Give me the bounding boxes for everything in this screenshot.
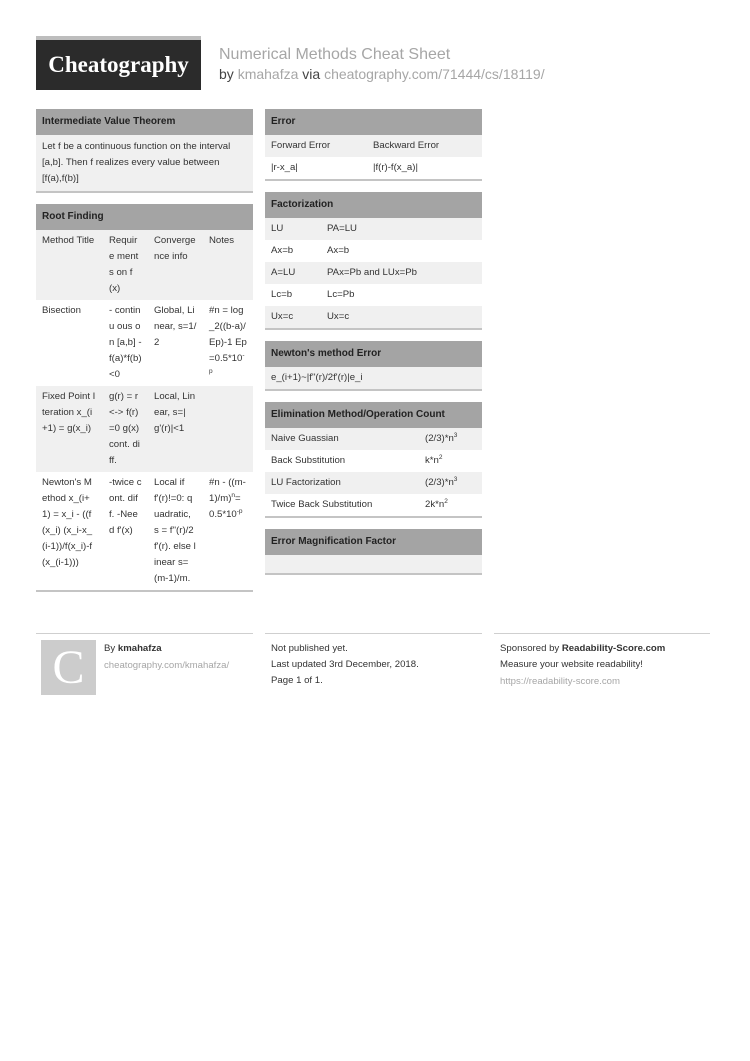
table-cell: Ux=c [271, 311, 294, 322]
notes-superscript: -p [209, 351, 245, 375]
author-avatar[interactable]: C [41, 640, 96, 695]
ivt-text: Let f be a continuous function on the interval [a,b]. Then f realizes every value between [f(a),f(b)] [36, 135, 253, 191]
table-cell: Bisection [42, 305, 81, 316]
table-cell: PAx=Pb and LUx=Pb [327, 267, 417, 278]
publish-status: Not published yet. [271, 643, 348, 654]
byline-via: via [302, 66, 321, 82]
op-count: k*n [425, 455, 439, 466]
footer-author [104, 641, 162, 657]
column-header: Converge nce info [154, 235, 196, 262]
section-header: Newton's method Error [265, 341, 482, 367]
newton-error-section [265, 341, 482, 391]
table-row [36, 472, 253, 590]
table-cell: g(r) = r <-> f(r) =0 g(x) cont. diff. [109, 391, 140, 466]
table-row [265, 472, 482, 494]
error-section [265, 109, 482, 181]
column-header: Require ments on f(x) [109, 235, 139, 294]
table-cell: Newton's Method x_(i+1) = x_i - ((f(x_i) (x_i-x_(i-1))/f(x_i)-f(x_(i-1))) [42, 477, 93, 568]
byline-by: by [219, 66, 234, 82]
table-cell: Fixed Point Iteration x_(i+1) = g(x_i) [42, 391, 96, 434]
footer-divider [494, 633, 710, 634]
sponsor-tagline: Measure your website readability! [500, 659, 643, 670]
exponent: 2 [444, 497, 448, 505]
table-cell: Twice Back Substitution [271, 499, 373, 510]
table-cell [203, 303, 253, 383]
table-row [265, 450, 482, 472]
op-count: (2/3)*n [425, 477, 454, 488]
notes-superscript: -p [236, 507, 243, 515]
elimination-section [265, 402, 482, 518]
sponsor-name[interactable]: Readability-Score.com [561, 643, 666, 654]
notes-superscript: n [231, 491, 236, 499]
footer-divider [265, 633, 482, 634]
table-cell: Local if f'(r)!=0: quadratic, s = f''(r)/2f'(r). else linear s= (m-1)/m. [154, 477, 196, 584]
table-cell: |f(r)-f(x_a)| [373, 162, 418, 173]
section-header: Error [265, 109, 482, 135]
cheatography-logo[interactable]: Cheatography [36, 36, 201, 90]
notes-text: = 0.5*10 [209, 493, 241, 520]
footer-divider [36, 633, 253, 634]
table-cell [419, 497, 482, 513]
ivt-section [36, 109, 253, 193]
table-cell: Global, Linear, s=1/2 [154, 305, 197, 348]
table-cell [419, 431, 482, 447]
factorization-section [265, 192, 482, 330]
column-header: Notes [209, 235, 235, 246]
footer-by: By [104, 643, 116, 654]
section-header: Error Magnification Factor [265, 529, 482, 555]
table-row [36, 386, 253, 472]
last-updated: Last updated 3rd December, 2018. [271, 659, 419, 670]
table-row [265, 494, 482, 516]
table-cell: PA=LU [327, 223, 357, 234]
table-row [265, 135, 482, 157]
table-cell: Ux=c [327, 311, 350, 322]
table-cell: |r-x_a| [271, 162, 298, 173]
table-row [265, 306, 482, 328]
table-row [36, 300, 253, 386]
table-cell: Ax=b [271, 245, 294, 256]
left-column [36, 109, 253, 603]
table-cell: Ax=b [327, 245, 350, 256]
section-header: Factorization [265, 192, 482, 218]
right-column [265, 109, 482, 586]
sponsor-line [500, 641, 665, 657]
table-cell: Forward Error [271, 140, 331, 151]
table-cell: Lc=Pb [327, 289, 355, 300]
exponent: 3 [453, 475, 458, 483]
table-cell: Backward Error [373, 140, 440, 151]
empty-section-body [265, 555, 482, 573]
table-row [265, 157, 482, 179]
table-cell: Lc=b [271, 289, 293, 300]
table-cell: Naive Guassian [271, 433, 339, 444]
author-link[interactable]: kmahafza [237, 66, 299, 82]
table-cell [419, 453, 482, 469]
table-cell: LU Factorization [271, 477, 341, 488]
exponent: 3 [453, 431, 458, 439]
page-title: Numerical Methods Cheat Sheet [219, 46, 451, 63]
footer-author-url[interactable]: cheatography.com/kmahafza/ [104, 660, 230, 671]
table-cell: LU [271, 223, 284, 234]
column-header: Method Title [42, 235, 95, 246]
newton-error-formula: e_(i+1)~|f''(r)/2f'(r)|e_i [271, 372, 363, 383]
root-finding-section [36, 204, 253, 592]
section-header: Intermediate Value Theorem [36, 109, 253, 135]
table-cell: A=LU [271, 267, 296, 278]
table-row [265, 262, 482, 284]
table-cell [419, 475, 482, 491]
section-header: Root Finding [36, 204, 253, 230]
emf-section [265, 529, 482, 575]
page-number: Page 1 of 1. [271, 675, 323, 686]
section-header: Elimination Method/Operation Count [265, 402, 482, 428]
table-cell [203, 389, 253, 469]
table-row [265, 428, 482, 450]
table-cell: - continu ous on [a,b] - f(a)*f(b) <0 [109, 305, 142, 380]
notes-text: #n - ((m-1)/m) [209, 477, 246, 504]
table-row [265, 240, 482, 262]
exponent: 2 [438, 453, 443, 461]
table-cell [203, 475, 253, 587]
table-row [265, 218, 482, 240]
sponsored-by: Sponsored by [500, 643, 560, 654]
table-cell: Local, Linear, s=|g'(r)|<1 [154, 391, 196, 434]
table-header-row [36, 230, 253, 300]
op-count: (2/3)*n [425, 433, 454, 444]
op-count: 2k*n [425, 499, 445, 510]
table-row [265, 367, 482, 389]
table-cell: -twice cont. diff. -Need f'(x) [109, 477, 142, 536]
table-row [265, 284, 482, 306]
sponsor-url[interactable]: https://readability-score.com [500, 676, 620, 687]
table-cell: Back Substitution [271, 455, 346, 466]
notes-text: #n = log_2((b-a)/Ep)-1 Ep=0.5*10 [209, 305, 247, 364]
byline [219, 66, 545, 82]
footer-author-name[interactable]: kmahafza [117, 643, 162, 654]
sheet-url-link[interactable]: cheatography.com/71444/cs/18119/ [324, 66, 545, 82]
